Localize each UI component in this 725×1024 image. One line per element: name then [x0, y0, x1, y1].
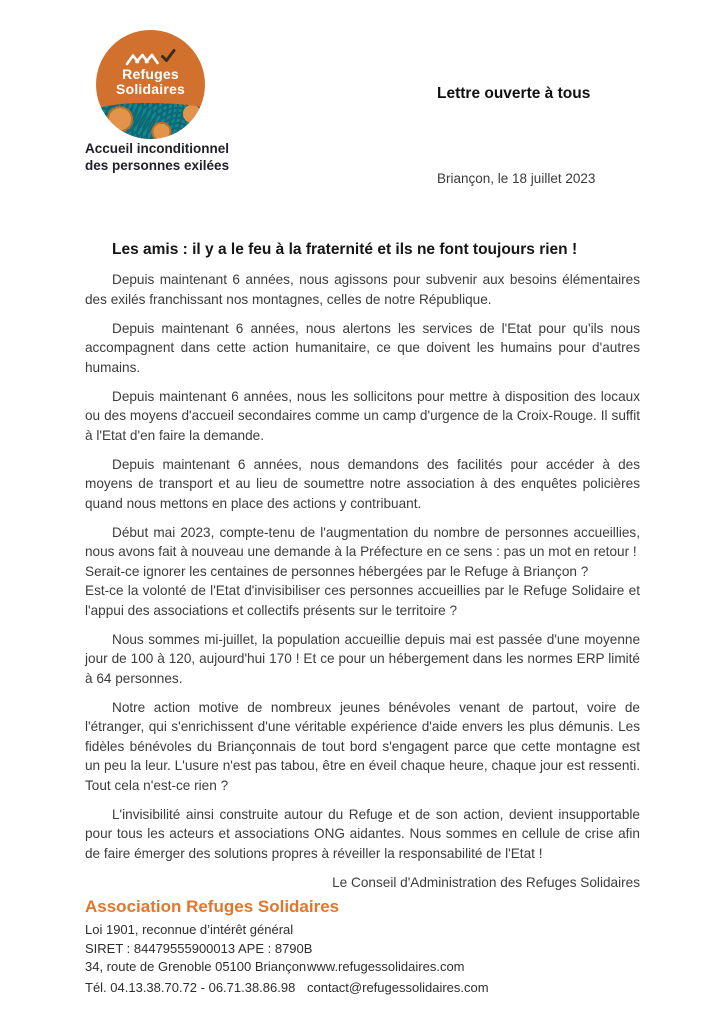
footer-address: 34, route de Grenoble 05100 Briançon	[85, 959, 307, 974]
org-tagline-line2: des personnes exilées	[85, 158, 230, 173]
wax-print-pattern	[96, 103, 205, 139]
letter-title: Les amis : il y a le feu à la fraternité et ils ne font toujours rien !	[112, 241, 578, 258]
paragraph: Nous sommes mi-juillet, la population accueillie depuis mai est passée d'une moyenne jour de 100 à 120, aujourd'hui 170 ! Et ce pour un hébergement dans les normes ERP limité à 64 personnes.	[85, 631, 640, 686]
paragraph: Depuis maintenant 6 années, nous les sollicitons pour mettre à disposition des locaux ou des moyens d'accueil secondaires comme un camp d'urgence de la Croix-Rouge. Il suffit à l'Etat d'en faire la demande.	[85, 388, 640, 443]
org-tagline	[85, 140, 229, 174]
paragraph: Notre action motive de nombreux jeunes bénévoles venant de partout, voire de l'étranger, qui s'enrichissent d'une véritable expérience d'aide envers les plus démunis. Les fidèles bénévoles du Briançonnais de tout bord s'engagent parce que cette montagne est un peu la leur. L'usure n'est pas tabou, être en éveil chaque heure, chaque jour est ressenti. Tout cela n'est-ce rien ?	[85, 699, 640, 793]
org-tagline-line1: Accueil inconditionnel	[85, 141, 230, 156]
footer-org-name: Association Refuges Solidaires	[85, 897, 340, 916]
paragraph: Depuis maintenant 6 années, nous agissons pour subvenir aux besoins élémentaires des exilés franchissant nos montagnes, celles de notre République.	[85, 272, 640, 307]
footer-siret-row	[85, 940, 645, 959]
footer-siret: SIRET : 84479555900013 APE : 8790B	[85, 940, 313, 956]
letter-type-title: Lettre ouverte à tous	[437, 85, 591, 102]
paragraph: Est-ce la volonté de l'Etat d'invisibiliser ces personnes accueillies par le Refuge Solidaire et l'appui des associations et collectifs présents sur le territoire ?	[85, 583, 640, 618]
footer-website: www.refugessolidaires.com	[307, 959, 465, 974]
paragraph: Depuis maintenant 6 années, nous demandons des facilités pour accéder à des moyens de transport et au lieu de soumettre notre association à des enquêtes policières quand nous mettons en place des actions y contribuant.	[85, 456, 640, 511]
footer-email: contact@refugessolidaires.com	[307, 979, 489, 995]
footer-phone: Tél. 04.13.38.70.72 - 06.71.38.86.98	[85, 979, 296, 995]
org-logo	[96, 30, 205, 139]
paragraph: Début mai 2023, compte-tenu de l'augmentation du nombre de personnes accueillies, nous avons fait à nouveau une demande à la Préfecture en ce sens : pas un mot en retour !	[85, 524, 640, 559]
footer-legal-row	[85, 921, 645, 940]
logo-wordmark-line1: Refuges	[122, 66, 179, 82]
footer-legal: Loi 1901, reconnue d’intérêt général	[85, 922, 294, 937]
footer-address-row	[85, 958, 645, 977]
letter-body	[85, 270, 640, 893]
logo-wordmark	[96, 67, 205, 97]
footer-contact-row	[85, 979, 645, 998]
dateline: Briançon, le 18 juillet 2023	[437, 171, 596, 186]
paragraph: Serait-ce ignorer les centaines de personnes hébergées par le Refuge à Briançon ?	[85, 563, 589, 579]
footer	[85, 896, 645, 997]
signature: Le Conseil d'Administration des Refuges Solidaires	[332, 875, 640, 890]
mountains-check-icon	[125, 47, 177, 67]
logo-wordmark-line2: Solidaires	[116, 81, 185, 97]
paragraph: Depuis maintenant 6 années, nous alertons les services de l'Etat pour qu'ils nous accompagnent dans cette action humanitaire, ce que doivent les humains pour d'autres humains.	[85, 320, 640, 375]
paragraph: L'invisibilité ainsi construite autour du Refuge et de son action, devient insupportable pour tous les acteurs et associations ONG aidantes. Nous sommes en cellule de crise afin de faire émerger des solutions propres à réveiller la responsabilité de l'Etat !	[85, 806, 640, 861]
